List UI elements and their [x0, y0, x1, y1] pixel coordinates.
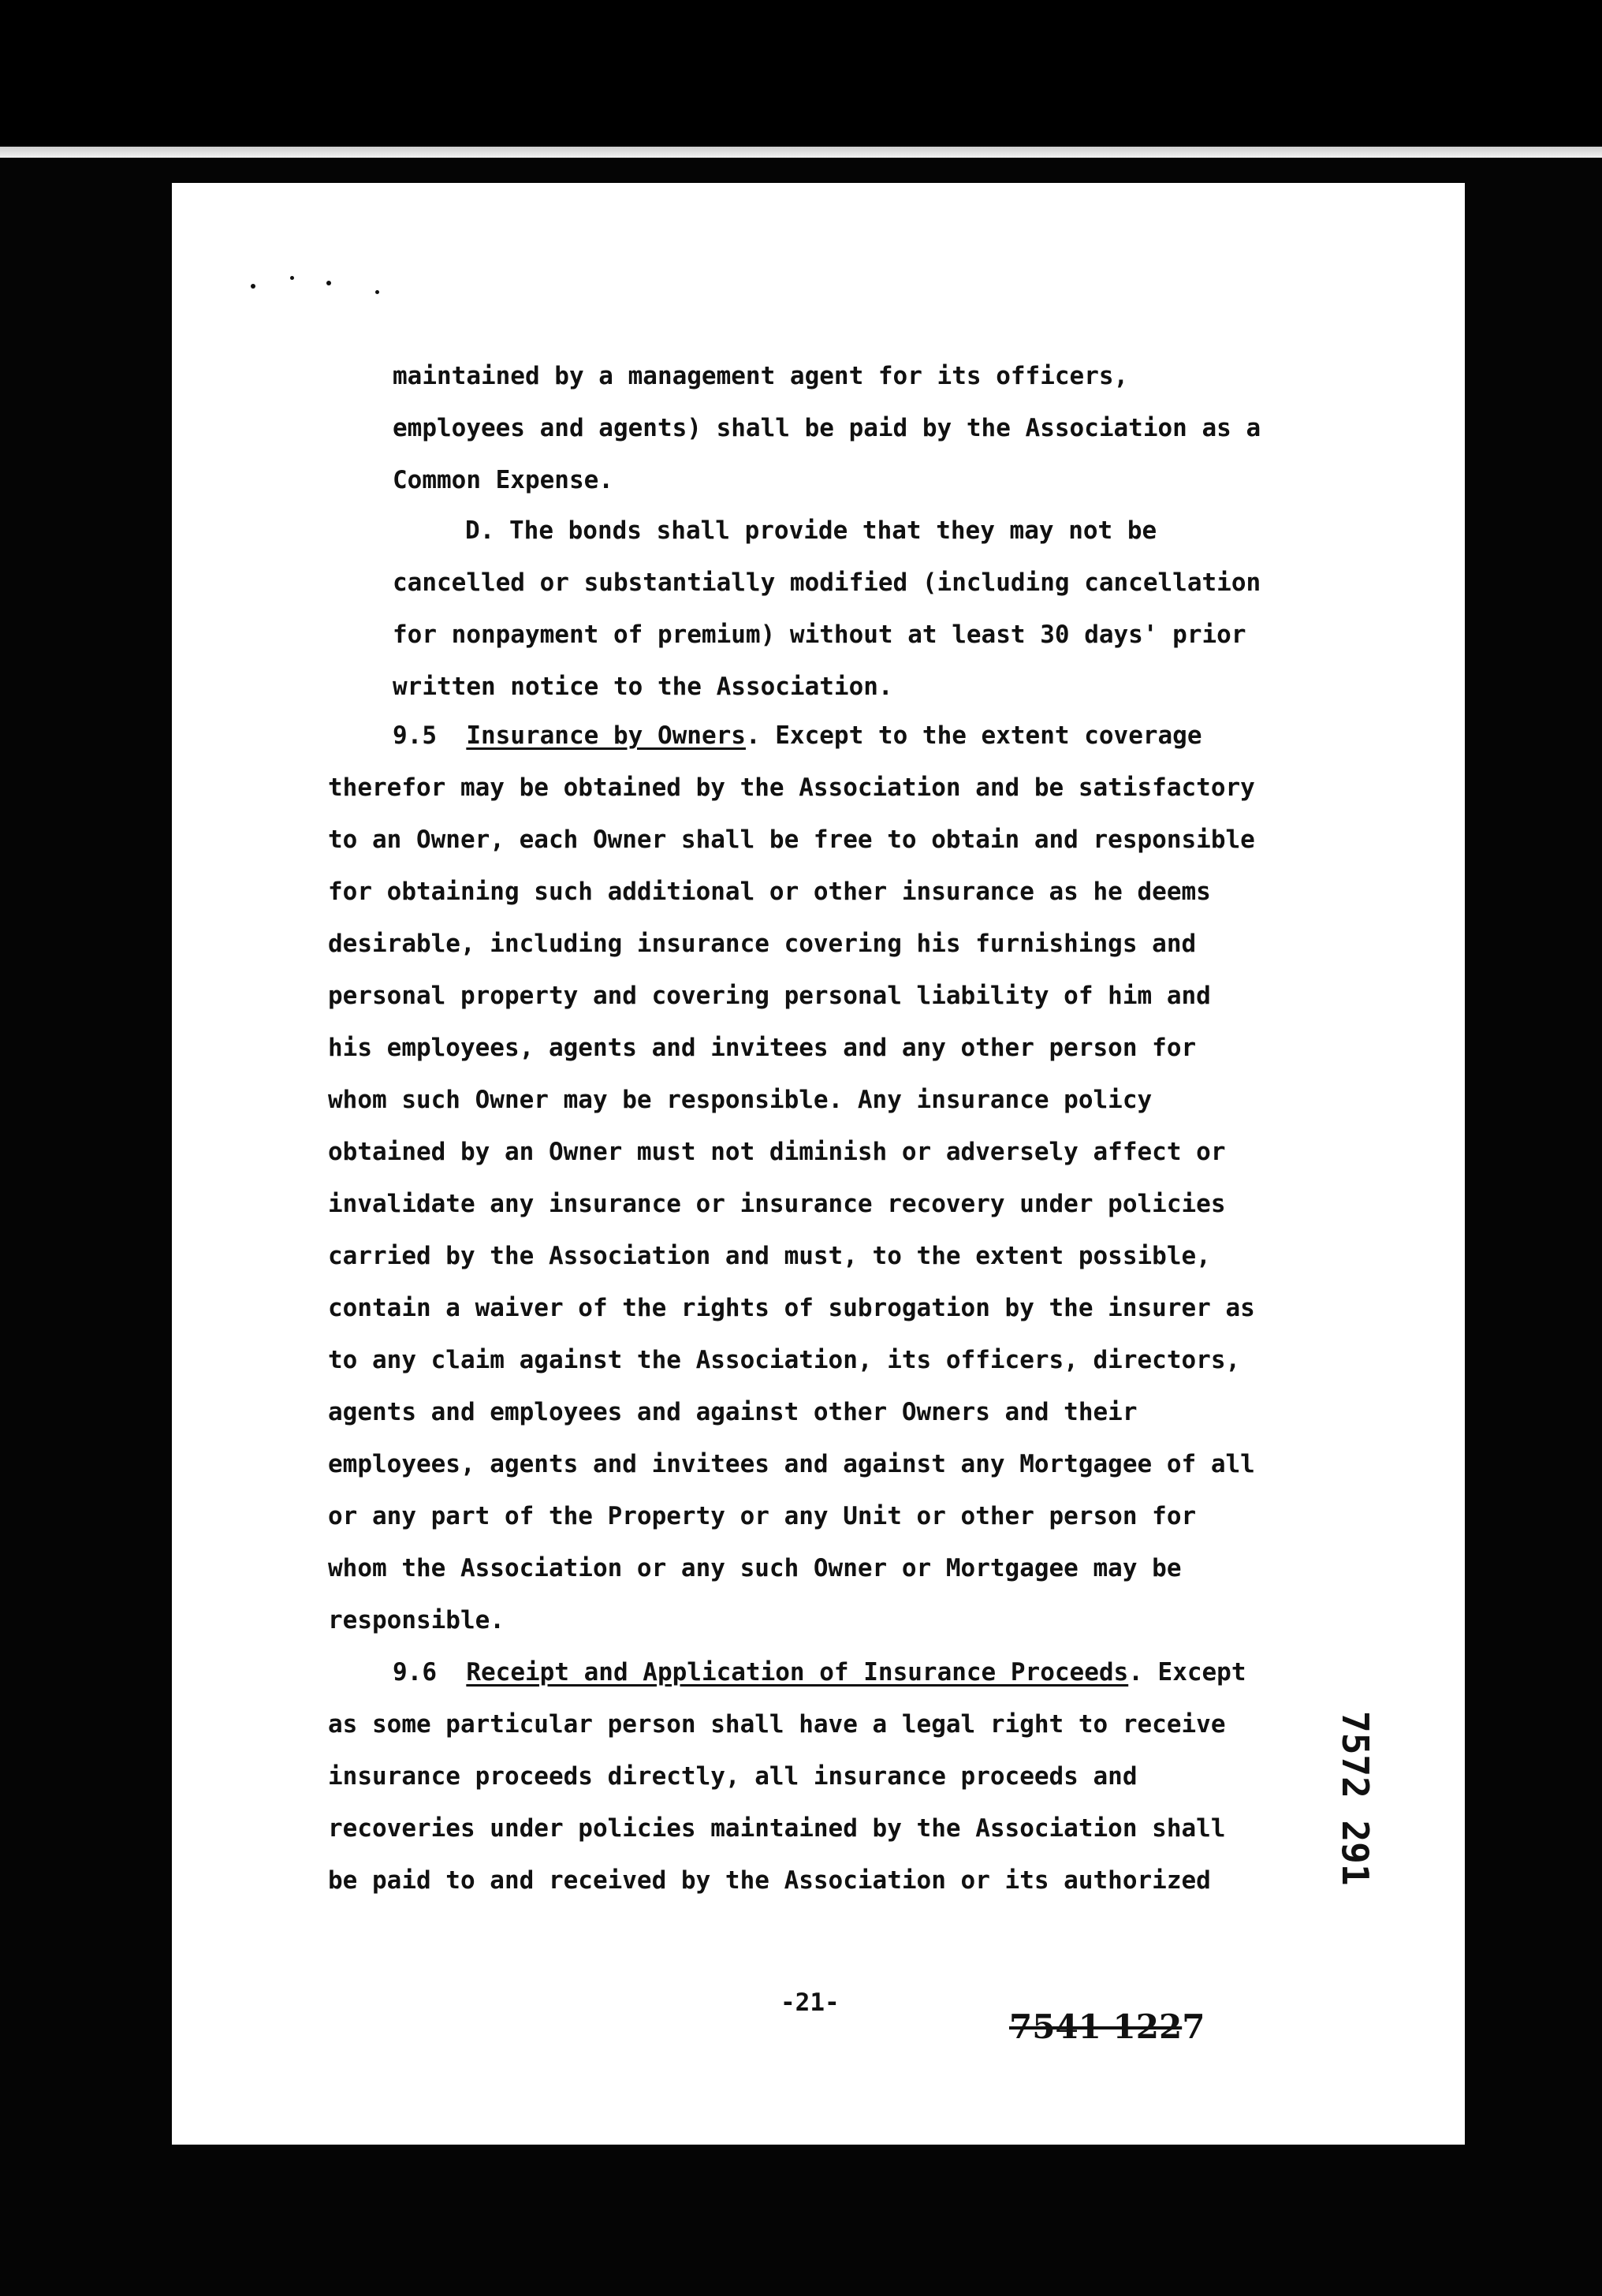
body-line: responsible.	[328, 1606, 505, 1634]
scan-border-top	[0, 0, 1602, 147]
body-line: insurance proceeds directly, all insurance proceeds and	[328, 1762, 1138, 1791]
document-page	[172, 183, 1465, 2145]
scan-edge-strip	[0, 147, 1602, 158]
scan-speck	[375, 290, 379, 294]
section-heading: Insurance by Owners	[466, 721, 746, 750]
struck-text: 7541 122	[1009, 2007, 1183, 2046]
body-line: carried by the Association and must, to the extent possible,	[328, 1242, 1211, 1270]
body-line: to an Owner, each Owner shall be free to obtain and responsible	[328, 826, 1255, 854]
section-9-5-heading-line	[393, 710, 1202, 762]
body-line: cancelled or substantially modified (including cancellation	[393, 568, 1261, 597]
body-line: or any part of the Property or any Unit or other person for	[328, 1502, 1197, 1530]
body-line: maintained by a management agent for its officers,	[393, 362, 1129, 390]
body-line: personal property and covering personal liability of him and	[328, 982, 1211, 1010]
body-line: for obtaining such additional or other insurance as he deems	[328, 878, 1211, 906]
section-9-6-heading-line	[393, 1646, 1246, 1698]
body-line: invalidate any insurance or insurance recovery under policies	[328, 1190, 1226, 1218]
body-line: written notice to the Association.	[393, 673, 893, 701]
section-heading: Receipt and Application of Insurance Proceeds	[466, 1658, 1129, 1687]
scan-speck	[290, 276, 294, 280]
body-line: to any claim against the Association, its officers, directors,	[328, 1346, 1241, 1374]
body-line: employees, agents and invitees and against any Mortgagee of all	[328, 1450, 1255, 1478]
body-line: whom the Association or any such Owner or Mortgagee may be	[328, 1554, 1182, 1582]
body-line: therefor may be obtained by the Association and be satisfactory	[328, 773, 1255, 802]
body-line: be paid to and received by the Association or its authorized	[328, 1866, 1211, 1895]
body-line: whom such Owner may be responsible. Any insurance policy	[328, 1086, 1153, 1114]
body-line: obtained by an Owner must not diminish or adversely affect or	[328, 1138, 1226, 1166]
scan-speck	[326, 281, 331, 285]
section-heading-rest: . Except to the extent coverage	[745, 721, 1202, 750]
margin-book-page-stamp: 7572 291	[1334, 1711, 1377, 1886]
body-line: as some particular person shall have a legal right to receive	[328, 1710, 1226, 1739]
page-number: -21-	[781, 1988, 840, 2017]
body-line: employees and agents) shall be paid by the Association as a	[393, 414, 1261, 442]
body-line: Common Expense.	[393, 466, 613, 494]
section-number: 9.6	[393, 1658, 437, 1687]
body-line: agents and employees and against other Owners and their	[328, 1398, 1138, 1426]
body-line: recoveries under policies maintained by the Association shall	[328, 1814, 1226, 1843]
section-heading-rest: . Except	[1128, 1658, 1246, 1687]
section-number: 9.5	[393, 721, 437, 750]
body-line: desirable, including insurance covering his furnishings and	[328, 930, 1197, 958]
struck-reference-number	[1009, 2007, 1205, 2046]
body-line: for nonpayment of premium) without at least 30 days' prior	[393, 621, 1246, 649]
body-line: contain a waiver of the rights of subrogation by the insurer as	[328, 1294, 1255, 1322]
reference-tail: 7	[1182, 2007, 1205, 2046]
body-line: D. The bonds shall provide that they may not be	[465, 516, 1157, 545]
scan-speck	[251, 284, 255, 289]
body-line: his employees, agents and invitees and any other person for	[328, 1034, 1197, 1062]
